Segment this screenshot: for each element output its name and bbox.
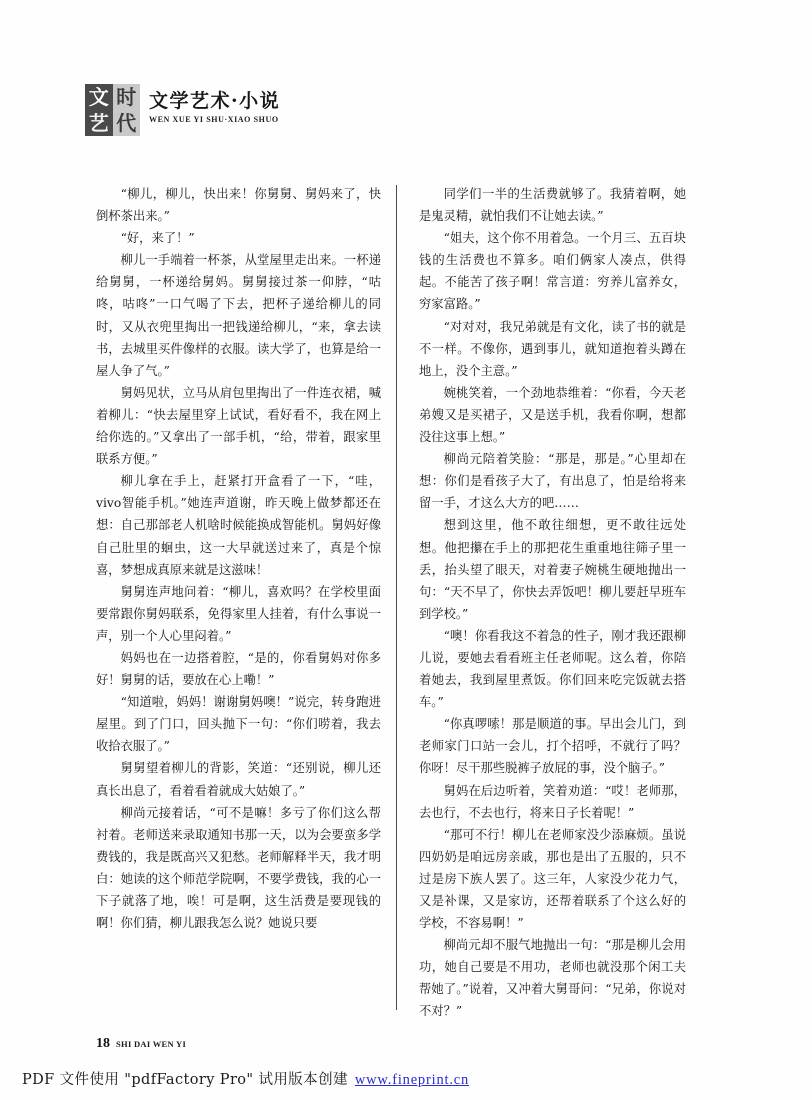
column-left [96, 183, 391, 1013]
paragraph: 柳尚元却不服气地抛出一句：“那是柳儿会用功，她自己要是不用功，老师也就没那个闲工夫帮她了。”说着，又冲着大舅哥问：“兄弟，你说对不对？” [419, 938, 686, 1019]
paragraph: “柳儿，柳儿，快出来！你舅舅、舅妈来了，快倒杯茶出来。” [96, 187, 381, 224]
paragraph: 柳尚元陪着笑脸：“那是，那是。”心里却在想：你们是看孩子大了，有出息了，怕是给将来留一手，才这么大方的吧…… [419, 452, 686, 511]
article-body [96, 183, 721, 1019]
paragraph: “对对对，我兄弟就是有文化，读了书的就是不一样。不像你，遇到事儿，就知道抱着头蹲在地上，没个主意。” [419, 319, 686, 378]
section-title-cn: 文学艺术·小说 [149, 90, 281, 112]
logo-glyph-dai: 代 [113, 110, 141, 136]
logo-glyph-yi: 艺 [85, 110, 113, 136]
masthead [85, 84, 280, 136]
page-folio [96, 1036, 186, 1052]
paragraph: “噢！你看我这不着急的性子，刚才我还跟柳儿说，要她去看看班主任老师呢。这么着，你陪着她去，我到屋里煮饭。你们回来吃完饭就去搭车。” [419, 628, 686, 710]
logo-glyph-shi: 时 [113, 84, 141, 110]
paragraph: “知道啦，妈妈！谢谢舅妈噢！”说完，转身跑进屋里。到了门口，回头抛下一句：“你们唠着，我去收拾衣服了。” [96, 695, 381, 754]
paragraph: 舅妈见状，立马从肩包里掏出了一件连衣裙，喊着柳儿：“快去屋里穿上试试，看好看不，我在网上给你选的。”又拿出了一部手机，“给，带着，跟家里联系方便。” [96, 385, 381, 467]
pdf-watermark [22, 1068, 792, 1089]
journal-logo-icon [85, 84, 140, 136]
section-title-pinyin: WEN XUE YI SHU·XIAO SHUO [149, 114, 279, 124]
pdf-watermark-link[interactable]: www.fineprint.cn [354, 1072, 470, 1088]
paragraph: 妈妈也在一边搭着腔，“是的，你看舅妈对你多好！舅舅的话，要放在心上嘞！” [96, 650, 381, 688]
column-right [391, 183, 686, 1019]
paragraph: “好，来了！” [120, 231, 195, 246]
masthead-text [149, 84, 280, 124]
pdf-watermark-text: PDF 文件使用 "pdfFactory Pro" 试用版本创建 [22, 1072, 348, 1088]
paragraph: 婉桃笑着，一个劲地恭维着：“你看，今天老弟嫂又是买裙子，又是送手机，我看你啊，想都没往这事上想。” [419, 385, 686, 445]
paragraph: 柳尚元接着话，“可不是嘛！多亏了你们这么帮衬着。老师送来录取通知书那一天，以为会要蛮多学费钱的，我是既高兴又犯愁。老师解释半天，我才明白：她读的这个师范学院啊，不要学费钱，我的心一下子就落了地，唉！可是啊，这生活费是要现钱的啊！你们猜，柳儿跟我怎么说？她说只要 [96, 805, 381, 931]
paragraph: 柳儿拿在手上，赶紧打开盒看了一下，“哇，vivo智能手机。”她连声道谢，昨天晚上做梦都还在想：自己那部老人机啥时候能换成智能机。舅妈好像自己肚里的蛔虫，这一大早就送过来了，真是个惊喜，梦想成真原来就是这滋味！ [96, 474, 381, 577]
paragraph: 柳儿一手端着一杯茶，从堂屋里走出来。一杯递给舅舅，一杯递给舅妈。舅舅接过茶一仰脖，“咕咚，咕咚”一口气喝了下去，把杯子递给柳儿的同时，又从衣兜里掏出一把钱递给柳儿，“来，拿去读书，去城里买件像样的衣服。读大学了，也算是给一屋人争了气。” [96, 253, 381, 378]
paragraph: 舅舅望着柳儿的背影，笑道：“还别说，柳儿还真长出息了，看着看着就成大姑娘了。” [96, 761, 381, 798]
paragraph: 想到这里，他不敢往细想，更不敢往远处想。他把攥在手上的那把花生重重地往筛子里一丢，抬头望了眼天，对着妻子婉桃生硬地抛出一句：“天不早了，你快去弄饭吧！柳儿要赶早班车到学校。” [419, 518, 686, 621]
paragraph: 舅妈在后边听着，笑着劝道：“哎！老师那，去也行，不去也行，将来日子长着呢！” [419, 783, 686, 820]
paragraph: “姐夫，这个你不用着急。一个月三、五百块钱的生活费也不算多。咱们俩家人凑点，供得起。不能苦了孩子啊！常言道：穷养儿富养女，穷家富路。” [419, 231, 686, 312]
page-number: 18 [96, 1036, 110, 1051]
paragraph: “那可不行！柳儿在老师家没少添麻烦。虽说四奶奶是咱远房亲戚，那也是出了五服的，只不过是房下族人罢了。这三年，人家没少花力气，又是补课，又是家访，还帮着联系了个这么好的学校，不容易啊！” [419, 827, 686, 931]
paragraph: 舅舅连声地问着：“柳儿，喜欢吗？在学校里面要常跟你舅妈联系，免得家里人挂着，有什么事说一声，别一个人心里闷着。” [96, 584, 381, 643]
logo-glyph-wen: 文 [85, 84, 113, 110]
paragraph: “你真啰嗦！那是顺道的事。早出会儿门，到老师家门口站一会儿，打个招呼，不就行了吗？你呀！尽干那些脱裤子放屁的事，没个脑子。” [419, 717, 686, 776]
journal-name-footer: SHI DAI WEN YI [116, 1039, 187, 1049]
paragraph: 同学们一半的生活费就够了。我猜着啊，她是鬼灵精，就怕我们不让她去读。” [419, 187, 686, 224]
